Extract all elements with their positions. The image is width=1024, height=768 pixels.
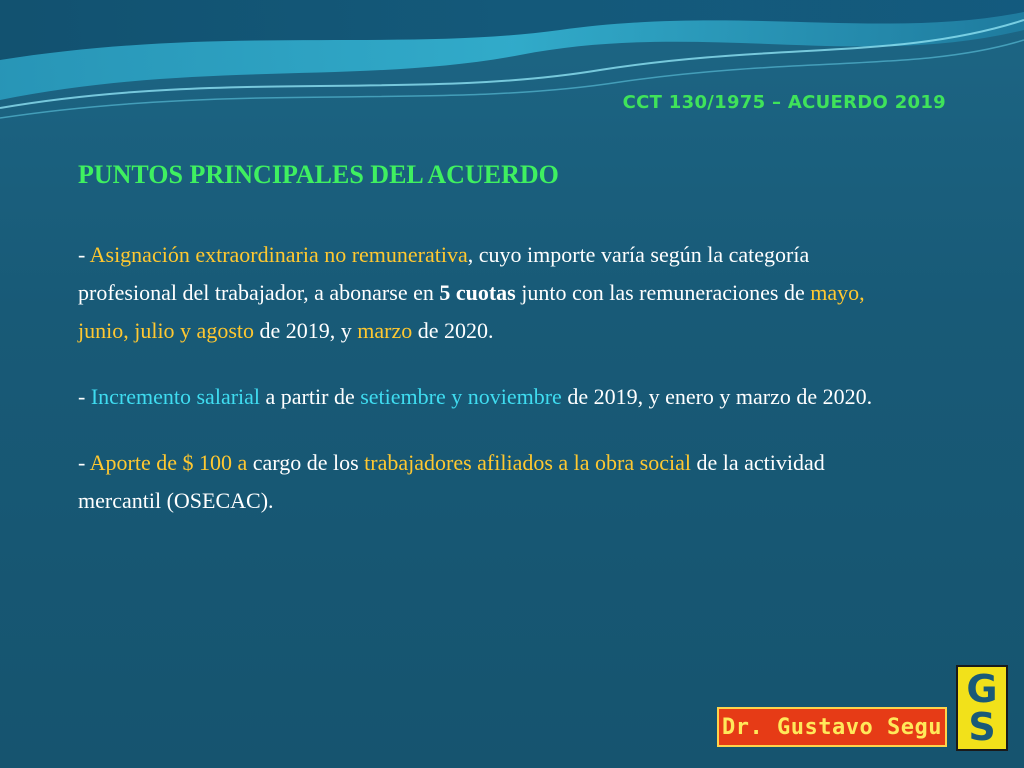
bullet-text: de 2019, y enero y marzo de 2020. bbox=[561, 384, 873, 409]
bold-text: 5 cuotas bbox=[439, 280, 516, 305]
bullet-item bbox=[78, 378, 898, 416]
bullet-item bbox=[78, 236, 898, 350]
highlight-text: trabajadores afiliados a la obra social bbox=[364, 450, 691, 475]
highlight-text: setiembre y noviembre bbox=[360, 384, 562, 409]
bullet-text: , cuyo importe varía según la categoría profesional del trabajador, a abonarse en bbox=[78, 242, 810, 305]
header-title: CCT 130/1975 – ACUERDO 2019 bbox=[622, 92, 946, 113]
highlight-text: Asignación extraordinaria no remunerativa bbox=[89, 242, 468, 267]
highlight-text: Incremento salarial bbox=[90, 384, 261, 409]
bullet-list bbox=[78, 236, 898, 548]
highlight-text: marzo bbox=[357, 318, 413, 343]
logo-letter-g: G bbox=[966, 667, 998, 711]
bullet-text: - bbox=[78, 242, 90, 267]
bullet-text: a partir de bbox=[260, 384, 361, 409]
author-badge bbox=[717, 707, 947, 747]
bullet-text: - bbox=[78, 450, 90, 475]
bullet-item bbox=[78, 444, 898, 520]
bullet-text: cargo de los bbox=[247, 450, 365, 475]
bullet-text: junto con las remuneraciones de bbox=[515, 280, 811, 305]
bullet-text: - bbox=[78, 384, 91, 409]
bullet-text: de la actividad mercantil (OSECAC). bbox=[78, 450, 825, 513]
author-badge-text: Dr. Gustavo Segu bbox=[722, 714, 942, 740]
highlight-text: Aporte de $ 100 a bbox=[89, 450, 248, 475]
logo-letter-s: S bbox=[968, 705, 996, 749]
highlight-text: mayo, junio, julio y agosto bbox=[78, 280, 865, 343]
bullet-text: de 2020. bbox=[412, 318, 494, 343]
section-heading: PUNTOS PRINCIPALES DEL ACUERDO bbox=[78, 160, 559, 189]
gs-logo bbox=[956, 665, 1008, 751]
bullet-text: de 2019, y bbox=[254, 318, 358, 343]
